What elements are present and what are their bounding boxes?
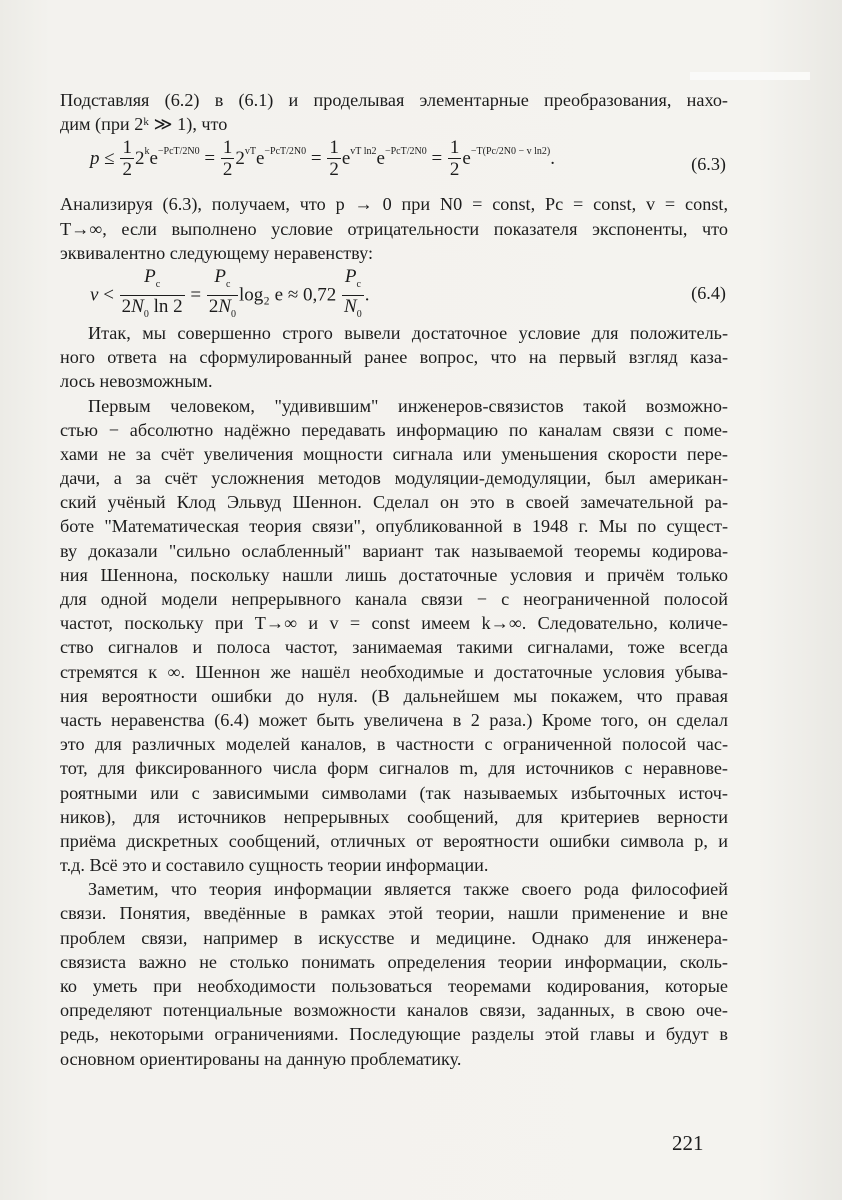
intro-paragraph (60, 88, 728, 136)
text-line: стремятся к ∞. Шеннон же нашёл необходимые и достаточные условия убыва- (60, 661, 728, 682)
equation-6-3-body: p ≤ $\frac{1}{2}$ $2^ke^{-PcT/2N0}$ = $\frac{1}{2}$ $2^{vT}e^{-PcT/2N0}$ = $\frac{1}{2}$ $e^{vT ln2}e^{-PcT/2N0}$ = $\frac{1}{2}$ $e^{-T(Pc/2N0 - v ln2)}$. (90, 137, 555, 181)
eq-exponent: k (144, 146, 150, 158)
text-line: для одной модели непрерывного канала связи − с неограниченной полосой (60, 589, 728, 609)
text-line: ния Шеннона, поскольку нашли лишь достаточные условия и причём только (60, 564, 728, 585)
eq-exponent: −PcT/2N0 (264, 146, 307, 158)
text-line: ния вероятности ошибки до нуля. (В дальнейшем мы покажем, что правая (60, 685, 728, 706)
equation-number: (6.3) (691, 154, 726, 175)
text-line: связи. Понятия, введённые в рамках этой теории, нашли применение и вне (60, 903, 728, 924)
text-line: частот, поскольку при T→∞ и v = const имеем k→∞. Следовательно, количе- (60, 613, 728, 634)
text-line: роятными или с зависимыми символами (так называемых избыточных источ- (60, 782, 728, 803)
fraction: $\frac{P_c}{2N_0}$ (208, 265, 237, 320)
eq-exponent: −T(Pc/2N0 − v ln2) (470, 146, 551, 158)
eq-lhs: v (90, 284, 99, 306)
text-line: тот, для фиксированного числа форм сигналов m, для источников с неравнове- (60, 758, 728, 779)
text-line: определяют потенциальные возможности каналов связи, заданных, в свою оче- (60, 1000, 728, 1021)
paragraph-shannon (60, 394, 728, 878)
text-line: Итак, мы совершенно строго вывели достаточное условие для положитель- (88, 322, 728, 343)
scan-artifact (690, 72, 810, 80)
eq-exponent: vT (244, 146, 256, 158)
text-line: T→∞, если выполнено условие отрицательности показателя экспоненты, что (60, 218, 728, 239)
equation-6-4 (60, 265, 728, 320)
fraction-half: $\frac{1}{2}$ (222, 137, 233, 181)
fraction: $\frac{P_c}{2N_0 \ln 2}$ (121, 265, 183, 320)
eq-exponent: vT ln2 (350, 146, 377, 158)
text-line: лось невозможным. (60, 371, 213, 392)
text-line: Заметим, что теория информации является также своего рода философией (88, 879, 728, 900)
text-line: хами не за счёт увеличения мощности сигнала или уменьшения скорости пере- (60, 443, 728, 464)
text-line: ко уметь при необходимости пользоваться теоремами кодирования, которые (60, 976, 728, 996)
equation-6-3 (60, 138, 728, 188)
fraction: $\frac{P_c}{N_0}$ (344, 265, 362, 320)
text-line: ников), для источников непрерывных сообщений, для критериев верности (60, 806, 728, 827)
paragraph-philosophy (60, 877, 728, 1071)
text-line: это для различных моделей каналов, в частности с ограниченной полосой час- (60, 734, 728, 755)
text-line: часть неравенства (6.4) может быть увеличена в 2 раза.) Кроме того, он сделал (60, 709, 728, 730)
text-line: эквивалентно следующему неравенству: (60, 242, 374, 263)
text-line: дим (при 2ᵏ ≫ 1), что (60, 114, 228, 135)
eq-exponent: −PcT/2N0 (384, 146, 427, 158)
paragraph-conclusion (60, 321, 728, 394)
equation-number: (6.4) (691, 282, 726, 303)
text-line: дачи, а за счёт усложнения методов модуляции-демодуляции, был американ- (60, 468, 728, 489)
text-line: приёма дискретных сообщений, отличных от вероятности ошибки символа p, и (60, 830, 728, 851)
eq-mid: log₂ e ≈ 0,72 (239, 284, 337, 306)
text-line: связиста важно не столько понимать определения теории информации, сколь- (60, 951, 728, 972)
text-line: Первым человеком, "удивившим" инженеров-связистов такой возможно- (88, 395, 728, 416)
equation-6-4-body: v < $\frac{P_c}{2N_0 \ln 2}$ = $\frac{P_c}{2N_0}$ log₂ e ≈ 0,72 $\frac{P_c}{N_0}$ . (90, 267, 369, 317)
fraction-half: $\frac{1}{2}$ (329, 137, 339, 181)
text-line: ву доказали "сильно ослабленный" вариант так называемой теоремы кодирова- (60, 540, 728, 561)
text-line: боте "Математическая теория связи", опубликованной в 1948 г. Мы по сущест- (60, 516, 728, 537)
eq-exponent: −PcT/2N0 (157, 146, 200, 158)
text-line: ский учёный Клод Эльвуд Шеннон. Сделал он это в своей замечательной ра- (60, 492, 728, 513)
text-line: стью − абсолютно надёжно передавать информацию по каналам связи с поме- (60, 419, 728, 440)
page-body (60, 88, 728, 1071)
analysis-paragraph (60, 192, 728, 265)
text-line: Анализируя (6.3), получаем, что p → 0 при N0 = const, Pc = const, v = const, (60, 194, 728, 215)
text-line: проблем связи, например в искусстве и медицине. Однако для инженера- (60, 927, 728, 948)
eq-lhs: p (90, 148, 100, 170)
text-line: редь, некоторыми ограничениями. Последующие разделы этой главы и будут в (60, 1024, 728, 1045)
text-line: основном ориентированы на данную проблематику. (60, 1048, 462, 1069)
text-line: Подставляя (6.2) в (6.1) и проделывая элементарные преобразования, нахо- (60, 90, 728, 110)
text-line: ного ответа на сформулированный ранее вопрос, что на первый взгляд каза- (60, 347, 728, 368)
fraction-half: $\frac{1}{2}$ (122, 137, 132, 181)
page-number: 221 (672, 1131, 704, 1155)
text-line: ство сигналов и полоса частот, занимаемая такими сигналами, тоже всегда (60, 637, 728, 658)
fraction-half: $\frac{1}{2}$ (449, 137, 460, 181)
text-line: т.д. Всё это и составило сущность теории информации. (60, 855, 489, 876)
